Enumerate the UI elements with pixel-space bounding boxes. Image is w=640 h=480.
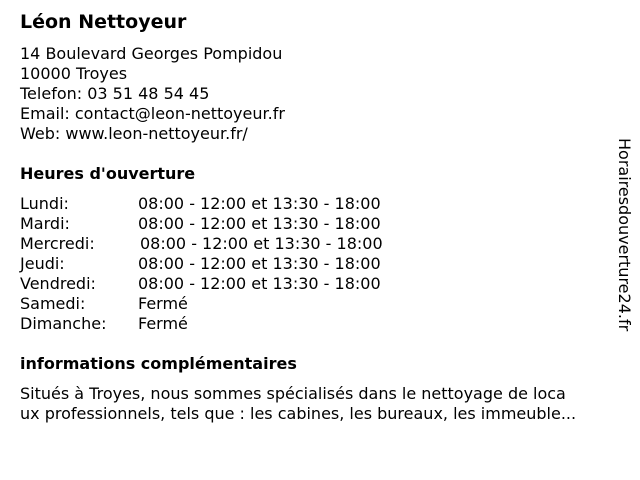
opening-hours-table	[20, 194, 440, 334]
business-name: Léon Nettoyeur	[20, 11, 187, 33]
day-hours: 08:00 - 12:00 et 13:30 - 18:00	[140, 234, 383, 253]
address-line-1: 14 Boulevard Georges Pompidou	[20, 44, 283, 63]
day-hours: 08:00 - 12:00 et 13:30 - 18:00	[138, 254, 381, 273]
day-hours: 08:00 - 12:00 et 13:30 - 18:00	[138, 214, 381, 233]
hours-row-tuesday	[20, 214, 440, 234]
day-label: Mercredi:	[20, 234, 95, 253]
day-label: Vendredi:	[20, 274, 96, 293]
address-line-2: 10000 Troyes	[20, 64, 128, 83]
day-hours: Fermé	[138, 314, 188, 333]
hours-row-sunday	[20, 314, 440, 334]
opening-hours-heading: Heures d'ouverture	[20, 164, 196, 183]
info-text-line-2: ux professionnels, tels que : les cabines, les bureaux, les immeuble...	[20, 404, 577, 423]
day-label: Mardi:	[20, 214, 70, 233]
hours-row-thursday	[20, 254, 440, 274]
day-label: Jeudi:	[20, 254, 65, 273]
hours-row-saturday	[20, 294, 440, 314]
hours-row-wednesday	[20, 234, 440, 254]
phone-text: Telefon: 03 51 48 54 45	[20, 84, 210, 103]
hours-row-friday	[20, 274, 440, 294]
info-text-line-1: Situés à Troyes, nous sommes spécialisés dans le nettoyage de loca	[20, 384, 566, 403]
day-hours: Fermé	[138, 294, 188, 313]
hours-row-monday	[20, 194, 440, 214]
email-text: Email: contact@leon-nettoyeur.fr	[20, 104, 285, 123]
day-hours: 08:00 - 12:00 et 13:30 - 18:00	[138, 194, 381, 213]
day-label: Dimanche:	[20, 314, 107, 333]
web-text: Web: www.leon-nettoyeur.fr/	[20, 124, 248, 143]
day-label: Samedi:	[20, 294, 86, 313]
day-hours: 08:00 - 12:00 et 13:30 - 18:00	[138, 274, 381, 293]
watermark-text: Horairesdouverture24.fr	[615, 138, 634, 332]
day-label: Lundi:	[20, 194, 69, 213]
info-heading: informations complémentaires	[20, 354, 297, 373]
